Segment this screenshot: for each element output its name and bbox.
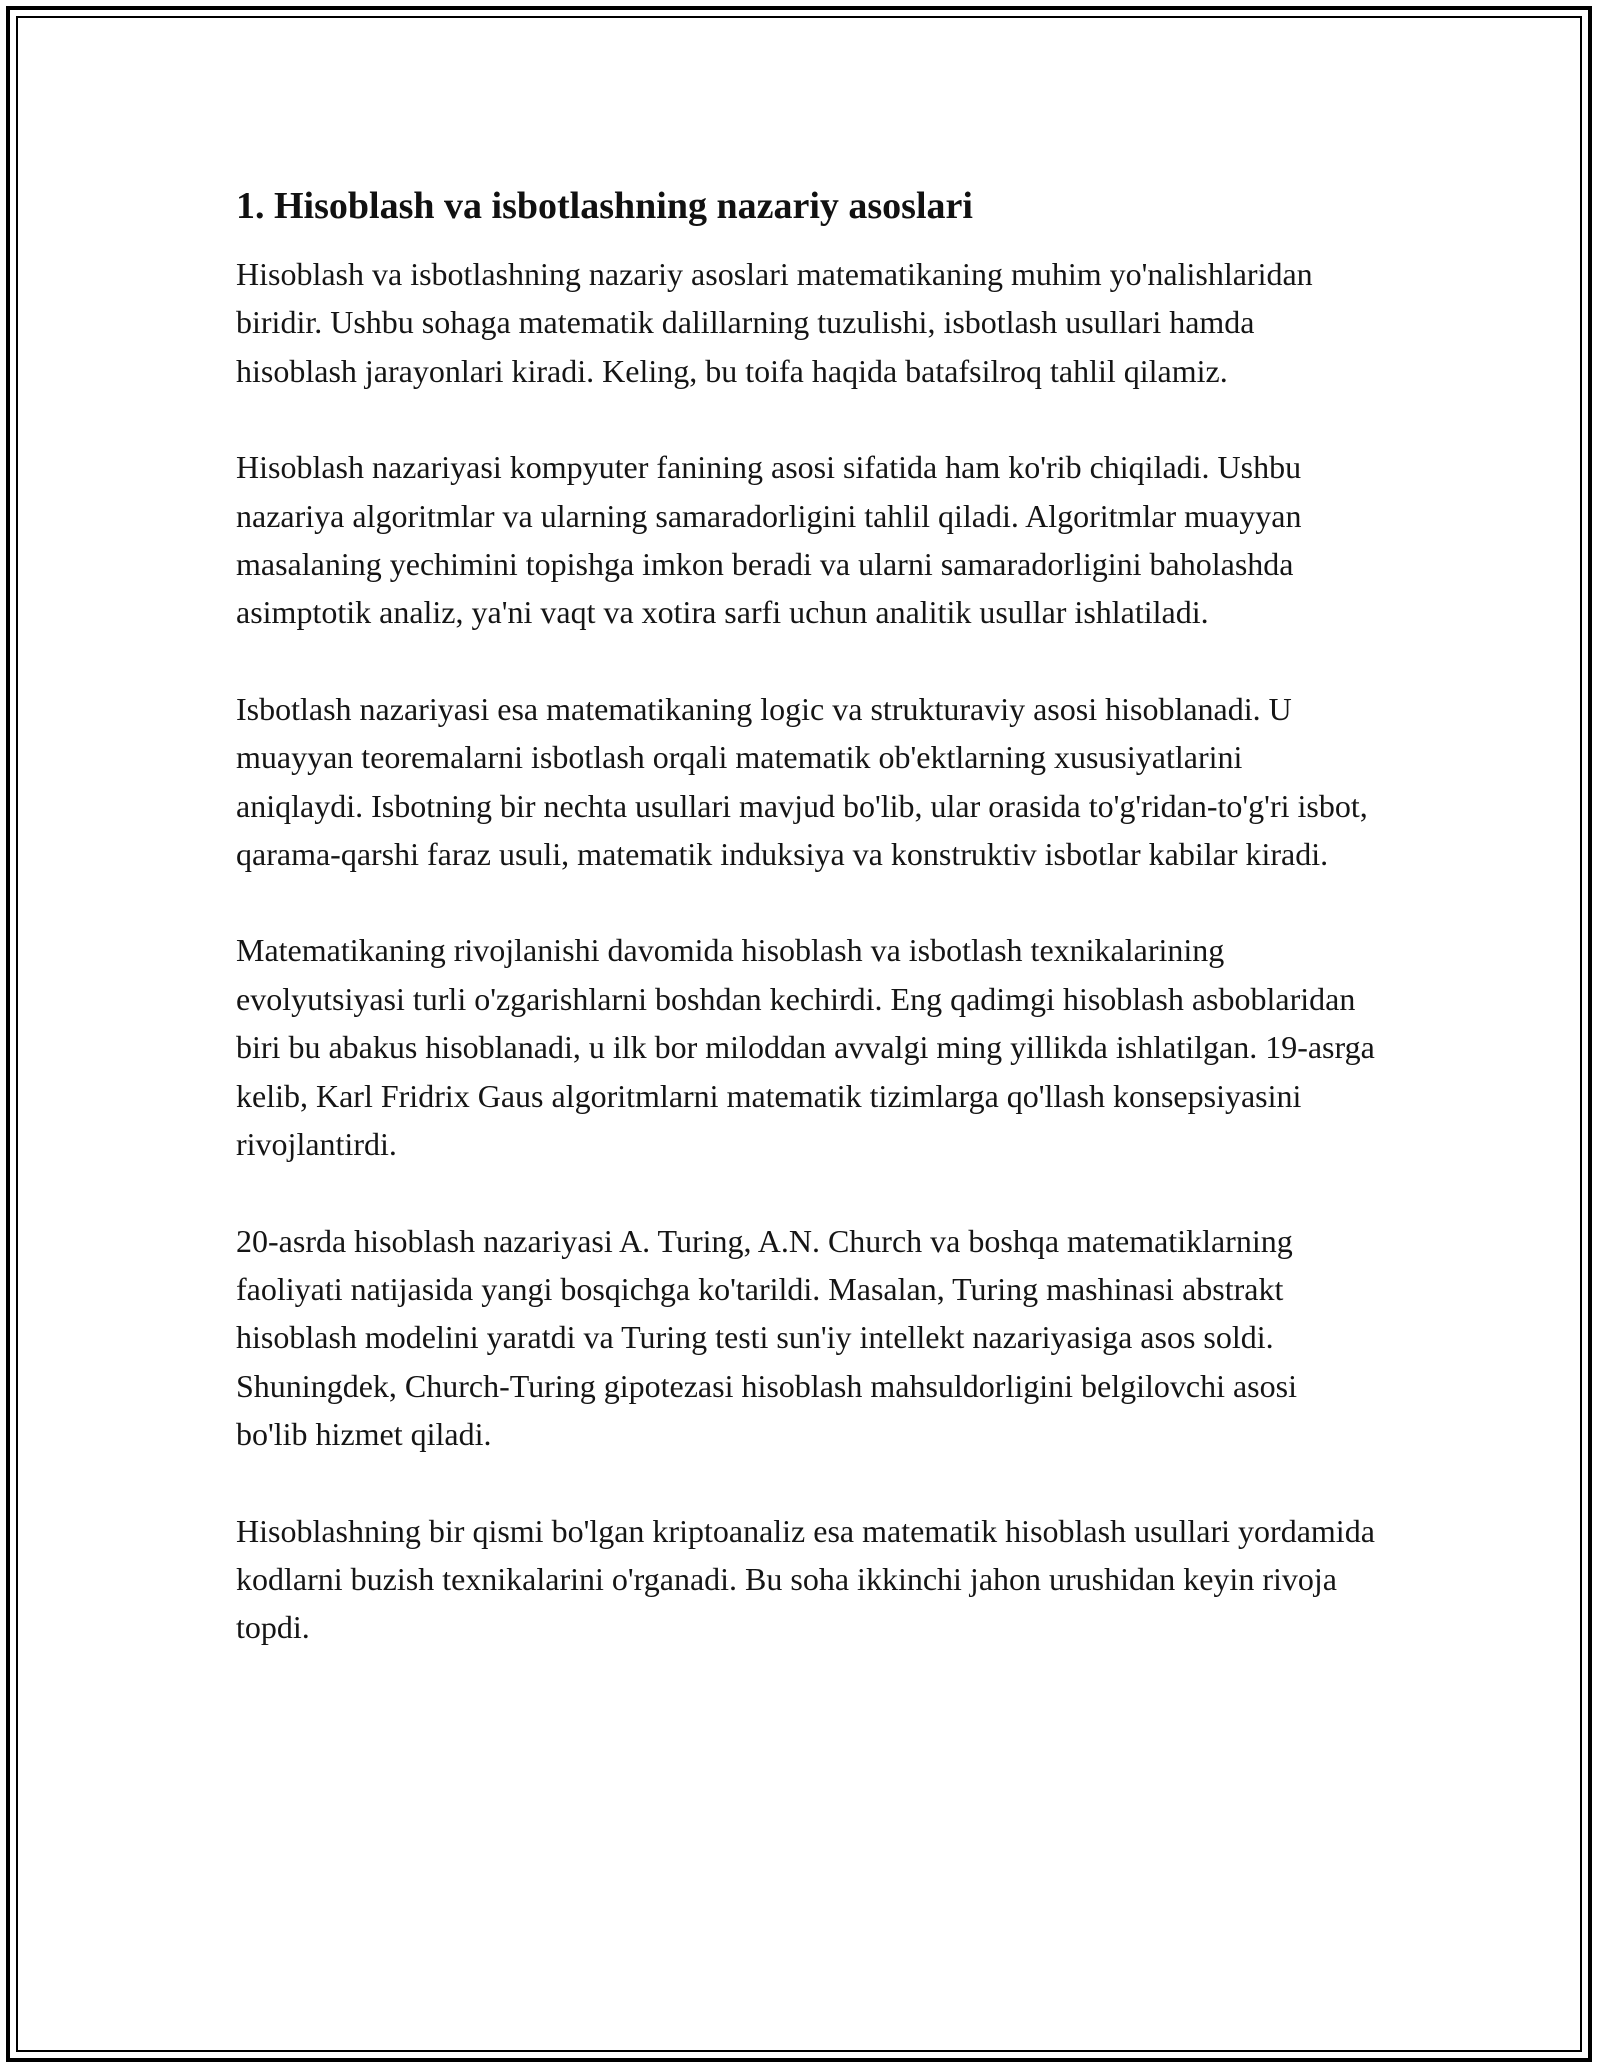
section-heading: 1. Hisoblash va isbotlashning nazariy asoslari <box>236 185 973 227</box>
document-body <box>236 182 1376 1700</box>
paragraph-computation-theory: Hisoblash nazariyasi kompyuter fanining asosi sifatida ham ko'rib chiqiladi. Ushbu nazariya algoritmlar va ularning samaradorligini tahlil qiladi. Algoritmlar muayyan masalaning yechimini topishga imkon beradi va ularni samaradorligini baholashda asimptotik analiz, ya'ni vaqt va xotira sarfi uchun analitik usullar ishlatiladi. <box>236 449 1302 631</box>
paragraph-history: Matematikaning rivojlanishi davomida hisoblash va isbotlash texnikalarining evolyutsiyasi turli o'zgarishlarni boshdan kechirdi. Eng qadimgi hisoblash asboblaridan biri bu abakus hisoblanadi, u ilk bor miloddan avvalgi ming yillikda ishlatilgan. 19-asrga kelib, Karl Fridrix Gaus algoritmlarni matematik tizimlarga qo'llash konsepsiyasini rivojlantirdi. <box>236 932 1375 1163</box>
paragraph-proof-theory: Isbotlash nazariyasi esa matematikaning logic va strukturaviy asosi hisoblanadi. U muayyan teoremalarni isbotlash orqali matematik ob'ektlarning xususiyatlarini aniqlaydi. Isbotning bir nechta usullari mavjud bo'lib, ular orasida to'g'ridan-to'g'ri isbot, qarama-qarshi faraz usuli, matematik induksiya va konstruktiv isbotlar kabilar kiradi. <box>236 690 1368 873</box>
paragraph-intro: Hisoblash va isbotlashning nazariy asoslari matematikaning muhim yo'nalishlaridan biridir. Ushbu sohaga matematik dalillarning tuzulishi, isbotlash usullari hamda hisoblash jarayonlari kiradi. Keling, bu toifa haqida batafsilroq tahlil qilamiz. <box>236 256 1313 389</box>
paragraph-cryptanalysis: Hisoblashning bir qismi bo'lgan kriptoanaliz esa matematik hisoblash usullari yordamida kodlarni buzish texnikalarini o'rganadi. Bu soha ikkinchi jahon urushidan keyin rivoja topdi. <box>236 1512 1375 1646</box>
paragraph-20th-century: 20-asrda hisoblash nazariyasi A. Turing, A.N. Church va boshqa matematiklarning faoliyati natijasida yangi bosqichga ko'tarildi. Masalan, Turing mashinasi abstrakt hisoblash modelini yaratdi va Turing testi sun'iy intellekt nazariyasiga asos soldi. Shuningdek, Church-Turing gipotezasi hisoblash mahsuldorligini belgilovchi asosi bo'lib hizmet qiladi. <box>236 1222 1297 1453</box>
